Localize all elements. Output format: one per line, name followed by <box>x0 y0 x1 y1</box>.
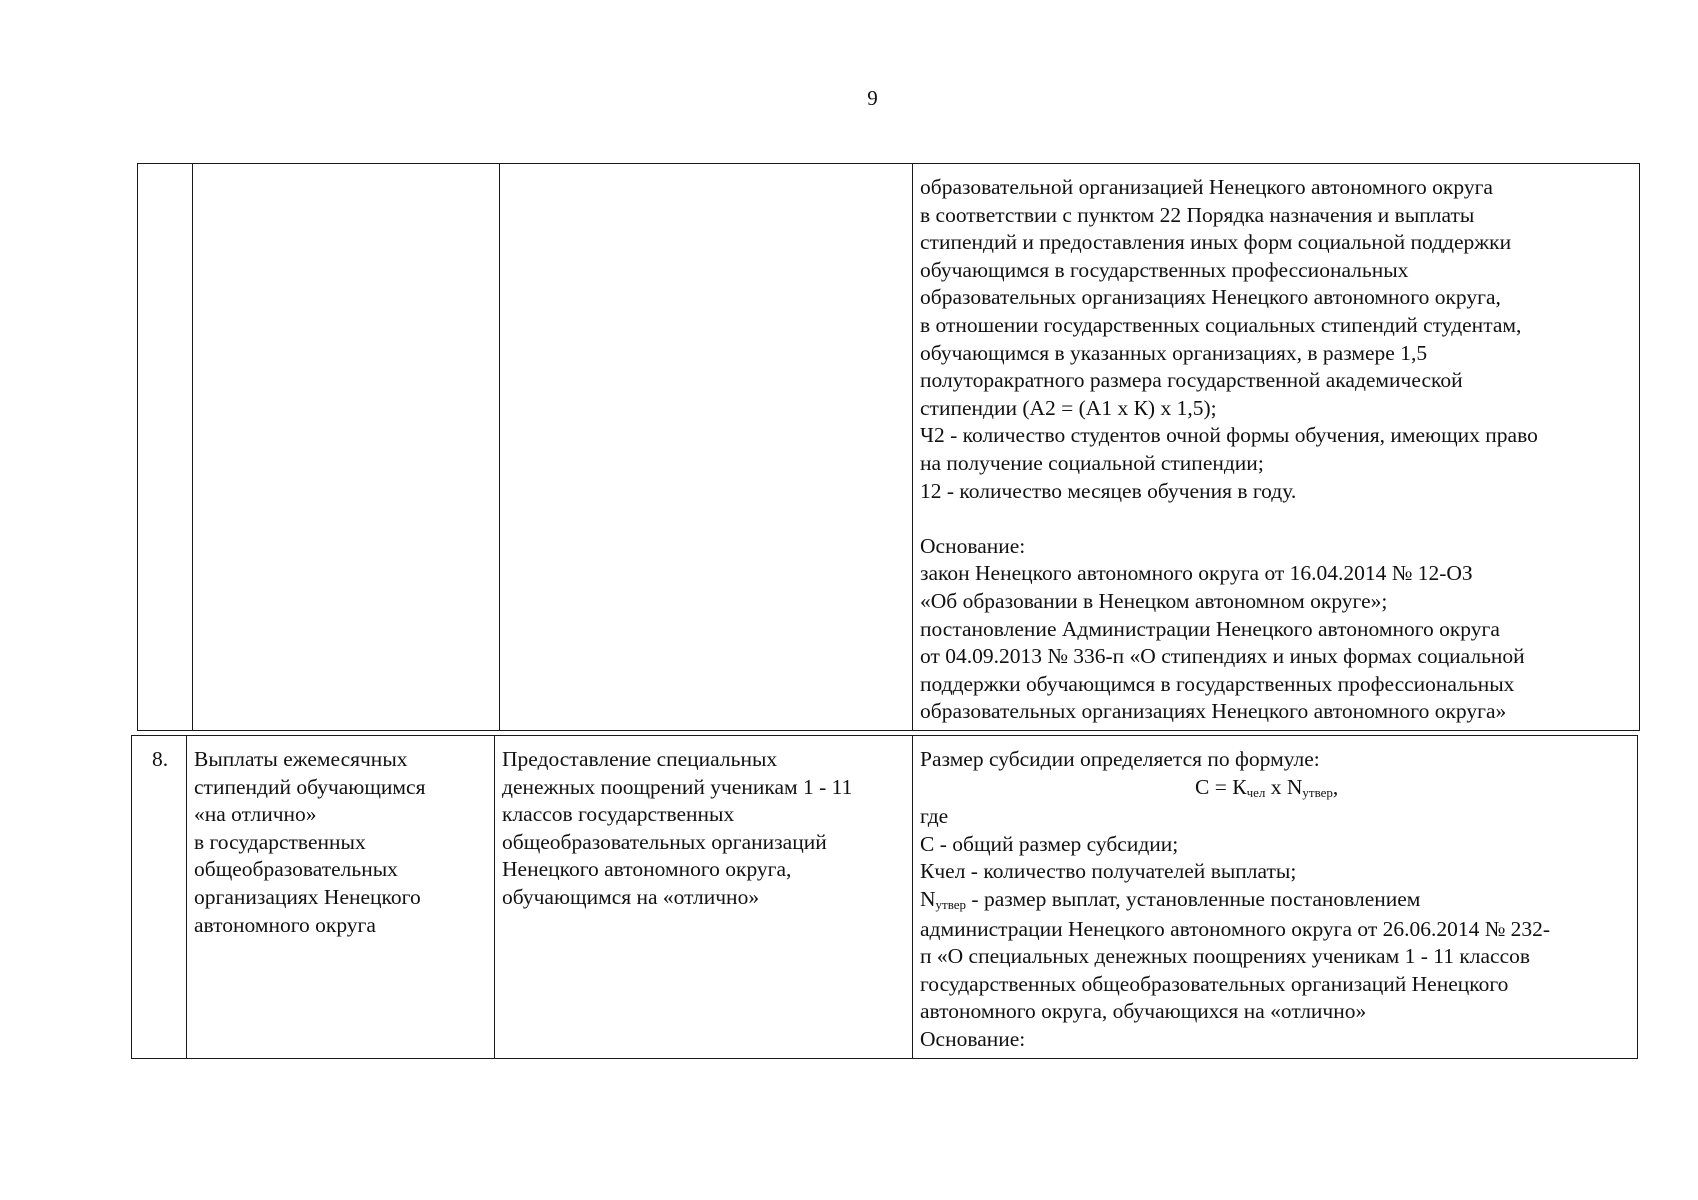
text-line: п «О специальных денежных поощрениях ученикам 1 - 11 классов <box>920 944 1531 969</box>
text-line: обучающимся в государственных профессиональных <box>920 257 1409 282</box>
formula: $С = К_{чел}$ х $N_{утвер}$, <box>1195 774 1339 800</box>
table-row <box>132 736 1638 1059</box>
text-line: в отношении государственных социальных стипендий студентам, <box>920 312 1522 337</box>
table-row-8 <box>131 735 1638 1059</box>
text-line: полуторакратного размера государственной академической <box>920 368 1463 393</box>
definition-k: Кчел - количество получателей выплаты; <box>920 859 1297 884</box>
row-number-cell <box>138 164 193 731</box>
basis-label: Основание: <box>920 533 1026 558</box>
text-line: Ч2 - количество студентов очной формы обучения, имеющих право <box>920 423 1538 448</box>
text-line: общеобразовательных <box>194 857 398 882</box>
page-number: 9 <box>867 86 878 110</box>
row-calculation-cell <box>913 736 1638 1059</box>
text-line: администрации Ненецкого автономного округа от 26.06.2014 № 232- <box>920 916 1551 941</box>
text-line: обучающимся в указанных организациях, в размере 1,5 <box>920 340 1428 365</box>
text-line: классов государственных <box>502 802 735 827</box>
text-line: 12 - количество месяцев обучения в году. <box>920 478 1297 503</box>
text-line: стипендии (А2 = (А1 х К) х 1,5); <box>920 395 1217 420</box>
basis-label: Основание: <box>920 1026 1026 1051</box>
row-description-cell <box>495 736 913 1059</box>
text-line: автономного округа <box>194 912 376 937</box>
definition-c: С - общий размер субсидии; <box>920 831 1179 856</box>
calculation-text <box>913 736 1637 1058</box>
text-line: Ненецкого автономного округа, <box>502 857 792 882</box>
text-line: образовательной организацией Ненецкого автономного округа <box>920 175 1493 199</box>
text-line: обучающимся на «отлично» <box>502 884 760 909</box>
text-line: государственных общеобразовательных организаций Ненецкого <box>920 971 1509 996</box>
basis-line: образовательных организациях Ненецкого автономного округа» <box>920 699 1507 724</box>
text-line: в соответствии с пунктом 22 Порядка назначения и выплаты <box>920 202 1475 227</box>
text-line: организациях Ненецкого <box>194 884 421 909</box>
basis-line: закон Ненецкого автономного округа от 16.04.2014 № 12-ОЗ <box>920 561 1473 586</box>
where-label: где <box>920 804 949 829</box>
row-calculation-cell <box>913 164 1640 731</box>
calculation-text <box>913 164 1639 730</box>
row-name-cell <box>193 164 500 731</box>
text-line: на получение социальной стипендии; <box>920 450 1264 475</box>
row-name-cell <box>187 736 495 1059</box>
text-line: автономного округа, обучающихся на «отлично» <box>920 999 1367 1024</box>
blank-line <box>920 505 1631 533</box>
table-row <box>138 164 1640 731</box>
text-line: в государственных <box>194 829 366 854</box>
payment-name <box>187 736 494 943</box>
formula-intro: Размер субсидии определяется по формуле: <box>920 747 1320 771</box>
row-description-cell <box>500 164 913 731</box>
text-line: стипендий и предоставления иных форм социальной поддержки <box>920 230 1512 255</box>
text-line: «на отлично» <box>194 802 317 827</box>
text-line: Предоставление специальных <box>502 747 778 771</box>
text-line: общеобразовательных организаций <box>502 829 827 854</box>
text-line: образовательных организациях Ненецкого автономного округа, <box>920 285 1501 310</box>
row-number: 8. <box>152 747 169 771</box>
definition-n: $N_{утвер}$ - размер выплат, установленные постановлением <box>920 886 1421 912</box>
payment-description <box>495 736 912 916</box>
text-line: стипендий обучающимся <box>194 774 426 799</box>
basis-line: поддержки обучающимся в государственных профессиональных <box>920 671 1515 696</box>
basis-line: «Об образовании в Ненецком автономном округе»; <box>920 588 1388 613</box>
basis-line: от 04.09.2013 № 336-п «О стипендиях и иных формах социальной <box>920 644 1525 669</box>
table-continued-row <box>137 163 1640 731</box>
basis-line: постановление Администрации Ненецкого автономного округа <box>920 616 1500 641</box>
row-number-cell <box>132 736 187 1059</box>
text-line: денежных поощрений ученикам 1 - 11 <box>502 774 853 799</box>
text-line: Выплаты ежемесячных <box>194 747 408 771</box>
